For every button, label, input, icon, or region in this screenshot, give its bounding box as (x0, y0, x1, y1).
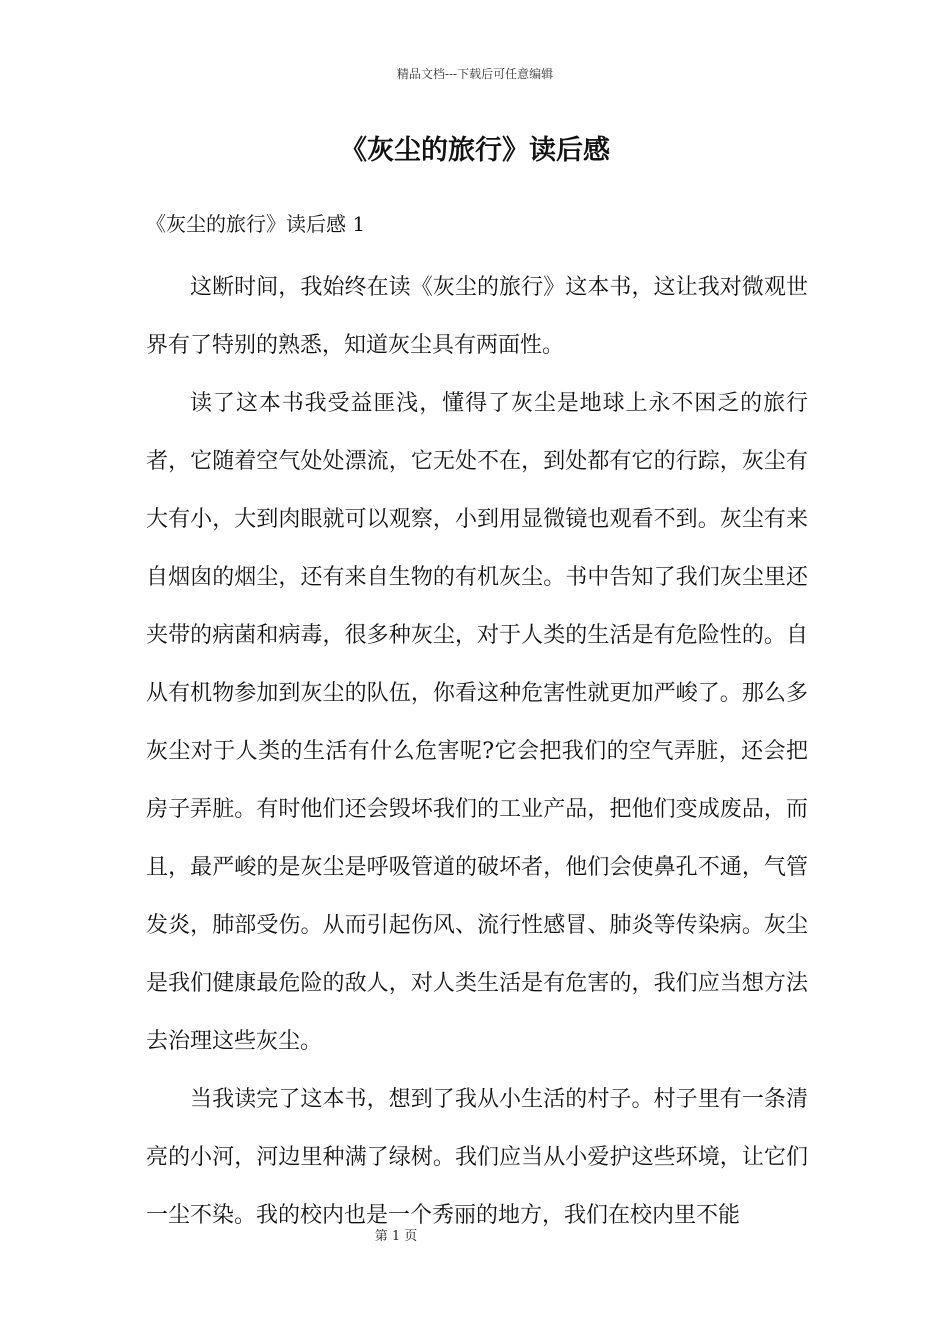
paragraph-3: 当我读完了这本书，想到了我从小生活的村子。村子里有一条清亮的小河，河边里种满了绿树。我们应当从小爱护这些环境，让它们一尘不染。我的校内也是一个秀丽的地方，我们在校内里不能 (146, 1087, 808, 1228)
document-subtitle: 《灰尘的旅行》读后感 1 (146, 212, 366, 236)
header-note: 精品文档---下载后可任意编辑 (396, 67, 554, 81)
paragraph-2: 读了这本书我受益匪浅，懂得了灰尘是地球上永不困乏的旅行者，它随着空气处处漂流，它无处不在，到处都有它的行踪，灰尘有大有小，大到肉眼就可以观察，小到用显微镜也观看不到。灰尘有来自烟囱的烟尘，还有来自生物的有机灰尘。书中告知了我们灰尘里还夹带的病菌和病毒，很多种灰尘，对于人类的生活是有危险性的。自从有机物参加到灰尘的队伍，你看这种危害性就更加严峻了。那么多灰尘对于人类的生活有什么危害呢?它会把我们的空气弄脏，还会把房子弄脏。有时他们还会毁坏我们的工业产品，把他们变成废品，而且，最严峻的是灰尘是呼吸管道的破坏者，他们会使鼻孔不通，气管发炎，肺部受伤。从而引起伤风、流行性感冒、肺炎等传染病。灰尘是我们健康最危险的敌人，对人类生活是有危害的，我们应当想方法去治理这些灰尘。 (146, 391, 808, 1054)
page-number: 第 1 页 (374, 1229, 418, 1244)
document-title: 《灰尘的旅行》读后感 (340, 135, 610, 166)
document-body (146, 259, 808, 1245)
paragraph-1: 这断时间，我始终在读《灰尘的旅行》这本书，这让我对微观世界有了特别的熟悉，知道灰尘具有两面性。 (146, 275, 808, 358)
